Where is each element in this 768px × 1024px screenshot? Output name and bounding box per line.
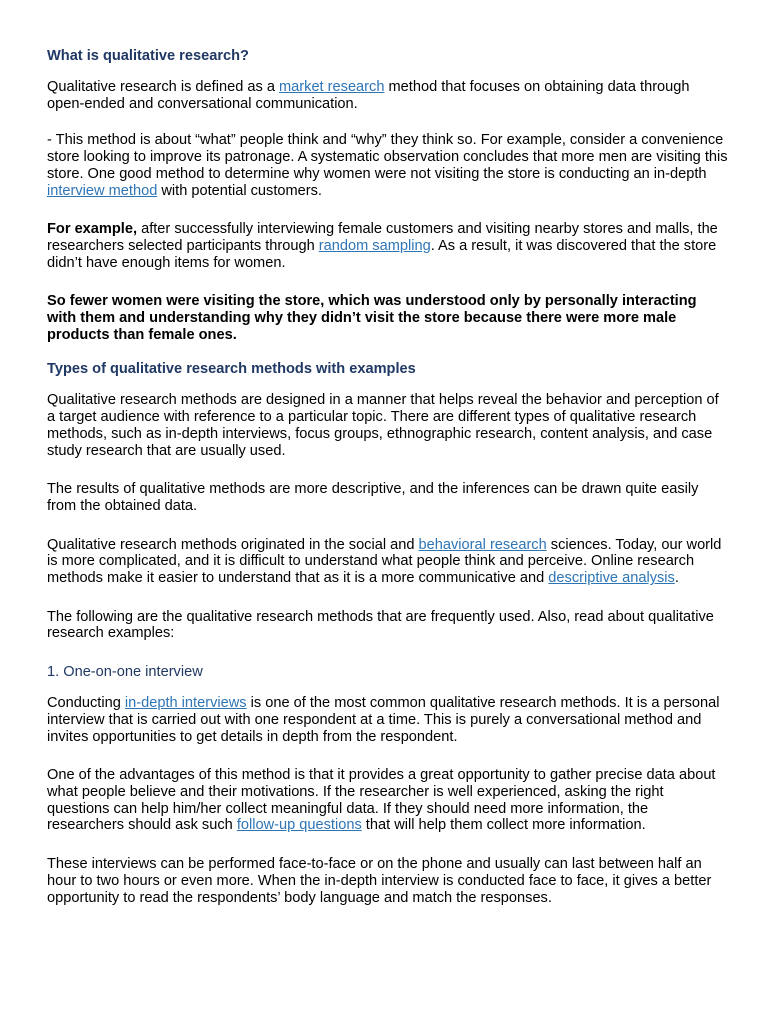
link-in-depth-interviews[interactable]: in-depth interviews xyxy=(124,695,247,712)
paragraph-following-methods: The following are the qualitative research methods that are frequently used. Also, read about qualitative research examples: xyxy=(47,608,714,642)
paragraph-what-and-why: - This method is about “what” people think and “why” they think so. For example, consider a convenience store looking to improve its patronage. A systematic observation concludes that more men are visiting this store. One good method to determine why women were not visiting the store is conducting an in-depth interview method with potential customers. xyxy=(47,132,728,199)
paragraph-fewer-women: So fewer women were visiting the store, which was understood only by personally interacting with them and understanding why they didn’t visit the store because there were more male products than female ones. xyxy=(47,293,697,343)
link-follow-up-questions[interactable]: follow-up questions xyxy=(236,817,362,834)
link-random-sampling[interactable]: random sampling xyxy=(318,237,431,254)
paragraph-conducting-interviews: Conducting in-depth interviews is one of the most common qualitative research methods. It is a personal interview that is carried out with one respondent at a time. This is purely a conversational method and invites opportunities to get details in depth from the respondent. xyxy=(47,695,720,745)
link-interview-method[interactable]: interview method xyxy=(47,182,158,199)
paragraph-face-to-face: These interviews can be performed face-to-face or on the phone and usually can last between half an hour to two hours or even more. When the in-depth interview is conducted face to face, it gives a better opportunity to read the respondents’ body language and match the responses. xyxy=(47,856,712,906)
paragraph-advantages: One of the advantages of this method is that it provides a great opportunity to gather precise data about what people believe and their motivations. If the researcher is well experienced, asking the right questions can help him/her collect meaningful data. If they should need more information, the researchers should ask such follow-up questions that will help them collect more information. xyxy=(47,767,716,834)
paragraph-for-example: For example, after successfully interviewing female customers and visiting nearby stores and malls, the researchers selected participants through random sampling. As a result, it was discovered that the store didn’t have enough items for women. xyxy=(47,221,718,271)
heading-types-of-methods: Types of qualitative research methods with examples xyxy=(47,361,416,378)
paragraph-results-descriptive: The results of qualitative methods are more descriptive, and the inferences can be drawn quite easily from the obtained data. xyxy=(47,481,699,514)
link-descriptive-analysis[interactable]: descriptive analysis xyxy=(548,570,675,587)
link-behavioral-research[interactable]: behavioral research xyxy=(418,536,547,553)
link-market-research[interactable]: market research xyxy=(279,79,385,95)
paragraph-definition: Qualitative research is defined as a market research method that focuses on obtaining data through open-ended and conversational communication. xyxy=(47,79,690,112)
paragraph-methods-origin: Qualitative research methods originated in the social and behavioral research sciences. Today, our world is more complicated, and it is difficult to understand what people think and perceive. Online research methods make it easier to understand that as it is a more communicative and descriptive analysis. xyxy=(47,536,722,587)
heading-what-is-qualitative-research: What is qualitative research? xyxy=(47,48,249,64)
heading-one-on-one-interview: 1. One-on-one interview xyxy=(47,664,203,681)
paragraph-methods-designed: Qualitative research methods are designed in a manner that helps reveal the behavior and perception of a target audience with reference to a particular topic. There are different types of qualitative research methods, such as in-depth interviews, focus groups, ethnographic research, content analysis, and case study research that are usually used. xyxy=(47,392,719,459)
